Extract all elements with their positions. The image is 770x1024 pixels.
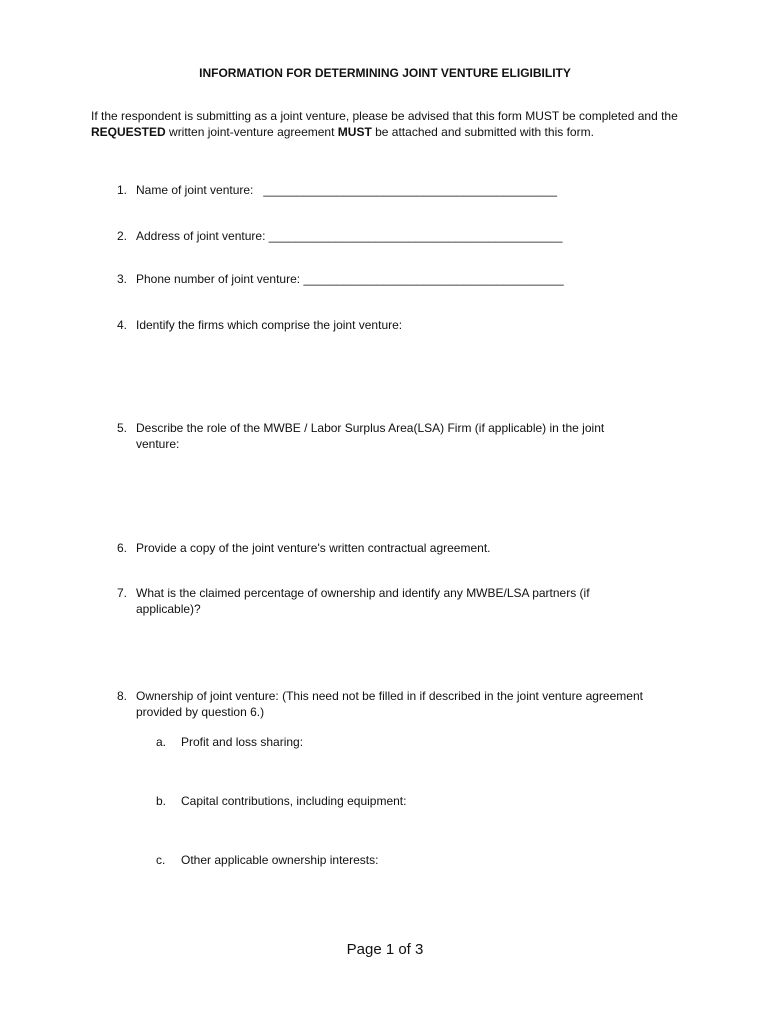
page-number: Page 1 of 3: [346, 941, 424, 958]
subitem-letter: c.: [156, 853, 166, 867]
intro-text-3: be attached and submitted with this form.: [371, 124, 594, 139]
intro-paragraph: [91, 109, 691, 140]
question-text: Name of joint venture:: [136, 183, 254, 197]
question-number: 8.: [116, 689, 127, 703]
question-number: 6.: [116, 541, 127, 555]
question-text: Address of joint venture:: [136, 229, 266, 243]
intro-text-1: If the respondent is submitting as a joint venture, please be advised that this form MUST be completed and the: [91, 109, 678, 123]
subitem-text: Other applicable ownership interests:: [181, 853, 379, 867]
name-blank-line[interactable]: ____________________________________________: [263, 183, 558, 197]
question-text: Ownership of joint venture: (This need not be filled in if described in the joint venture agreement provided by question 6.): [136, 689, 643, 719]
question-text: Provide a copy of the joint venture's written contractual agreement.: [136, 541, 491, 555]
subitem-text: Capital contributions, including equipment:: [181, 794, 407, 808]
question-text: Phone number of joint venture:: [136, 272, 301, 286]
subitem-letter: b.: [156, 794, 167, 808]
subitem-letter: a.: [156, 735, 167, 749]
intro-text-2: written joint-venture agreement: [165, 124, 338, 139]
question-number: 1.: [116, 183, 127, 197]
intro-bold-must: MUST: [337, 124, 372, 139]
intro-bold-requested: REQUESTED: [91, 124, 166, 139]
subitem-text: Profit and loss sharing:: [181, 735, 304, 749]
question-number: 4.: [116, 318, 127, 332]
question-text: Describe the role of the MWBE / Labor Surplus Area(LSA) Firm (if applicable) in the joint venture:: [136, 421, 605, 451]
page-title: INFORMATION FOR DETERMINING JOINT VENTURE ELIGIBILITY: [199, 66, 571, 80]
question-text: What is the claimed percentage of ownership and identify any MWBE/LSA partners (if applicable)?: [136, 586, 590, 616]
question-number: 5.: [116, 421, 127, 435]
phone-blank-line[interactable]: _______________________________________: [303, 272, 564, 286]
address-blank-line[interactable]: ____________________________________________: [268, 229, 563, 243]
question-text: Identify the firms which comprise the joint venture:: [136, 318, 403, 332]
question-number: 3.: [116, 272, 127, 286]
question-number: 7.: [116, 586, 127, 600]
question-number: 2.: [116, 229, 127, 243]
